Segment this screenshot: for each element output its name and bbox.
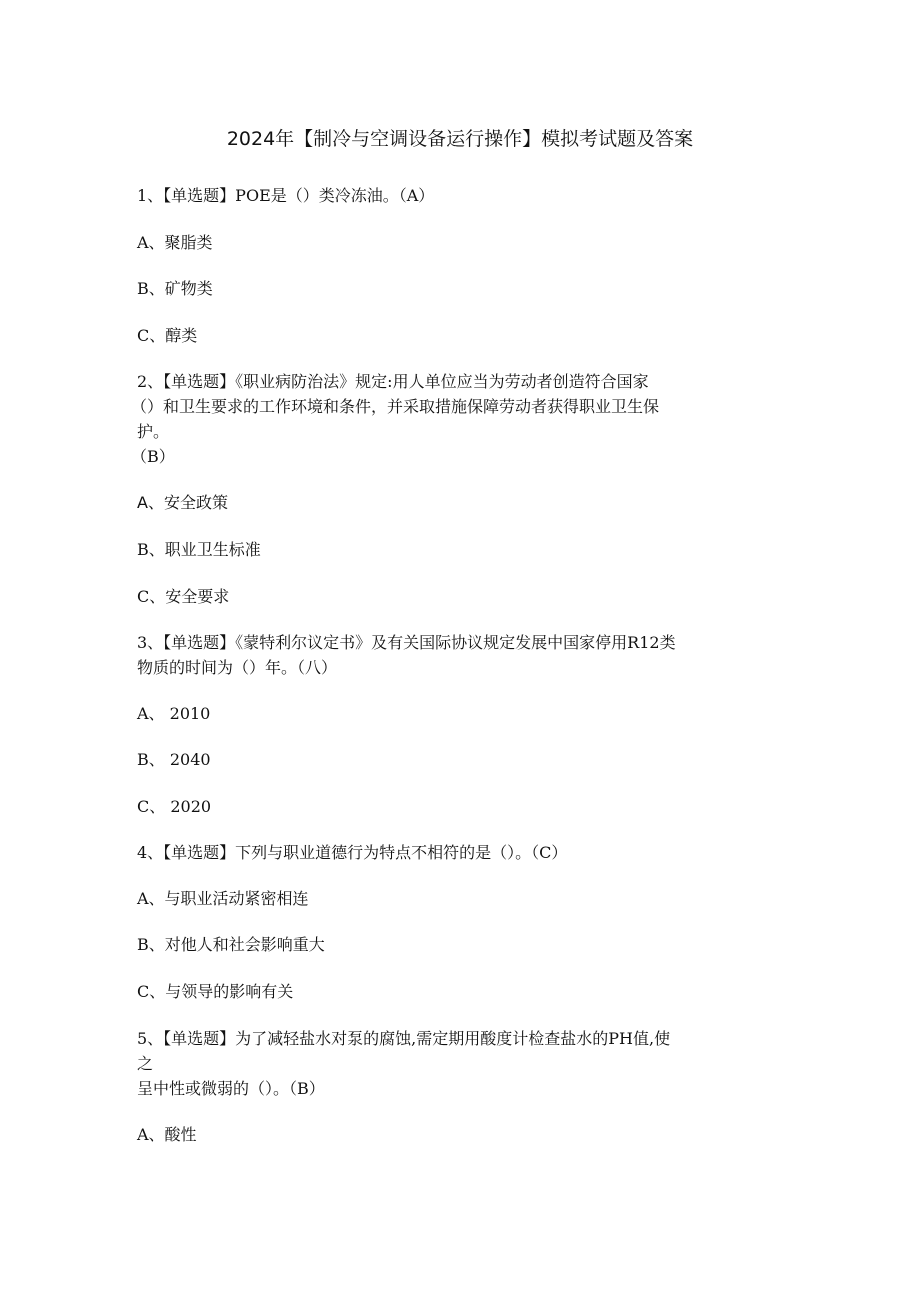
- question-4-option-c: C、与领导的影响有关: [137, 982, 294, 1001]
- question-1-option-b: B、矿物类: [137, 279, 213, 298]
- question-3-option-a: A、 2010: [137, 704, 211, 723]
- question-3-stem-line-1: 3、【单选题】《蒙特利尔议定书》及有关国际协议规定发展中国家停用R12类: [137, 633, 676, 652]
- question-2-option-a: A、安全政策: [137, 493, 228, 512]
- question-4-option-b: B、对他人和社会影响重大: [137, 935, 325, 954]
- question-2-stem-line-4: （B）: [131, 447, 175, 466]
- question-2-stem-line-2: （）和卫生要求的工作环境和条件，并采取措施保障劳动者获得职业卫生保: [131, 397, 660, 416]
- question-5-stem-line-1: 5、【单选题】为了减轻盐水对泵的腐蚀,需定期用酸度计检查盐水的PH值,使: [137, 1029, 671, 1048]
- question-1-option-a: A、聚脂类: [137, 233, 213, 252]
- document-title: 2024年【制冷与空调设备运行操作】模拟考试题及答案: [226, 128, 694, 150]
- question-2-stem-line-3: 护。: [137, 422, 170, 441]
- question-1-option-c: C、醇类: [137, 326, 198, 345]
- question-3-option-c: C、 2020: [137, 797, 212, 816]
- question-2-option-c: C、安全要求: [137, 587, 230, 606]
- question-5-stem-line-2: 之: [137, 1054, 154, 1073]
- question-5-option-a: A、酸性: [137, 1125, 197, 1144]
- question-3-option-b: B、 2040: [137, 750, 211, 769]
- question-5-stem-line-3: 呈中性或微弱的（）。（B）: [137, 1079, 325, 1098]
- question-2-stem-line-1: 2、【单选题】《职业病防治法》规定:用人单位应当为劳动者创造符合国家: [137, 372, 649, 391]
- question-2-option-b: B、职业卫生标准: [137, 540, 261, 559]
- question-3-stem-line-2: 物质的时间为（）年。（八）: [137, 658, 338, 677]
- question-1-stem: 1、【单选题】POE是（）类冷冻油。（A）: [137, 186, 435, 205]
- question-4-stem: 4、【单选题】下列与职业道德行为特点不相符的是（）。（C）: [137, 843, 568, 862]
- question-4-option-a: A、与职业活动紧密相连: [137, 889, 309, 908]
